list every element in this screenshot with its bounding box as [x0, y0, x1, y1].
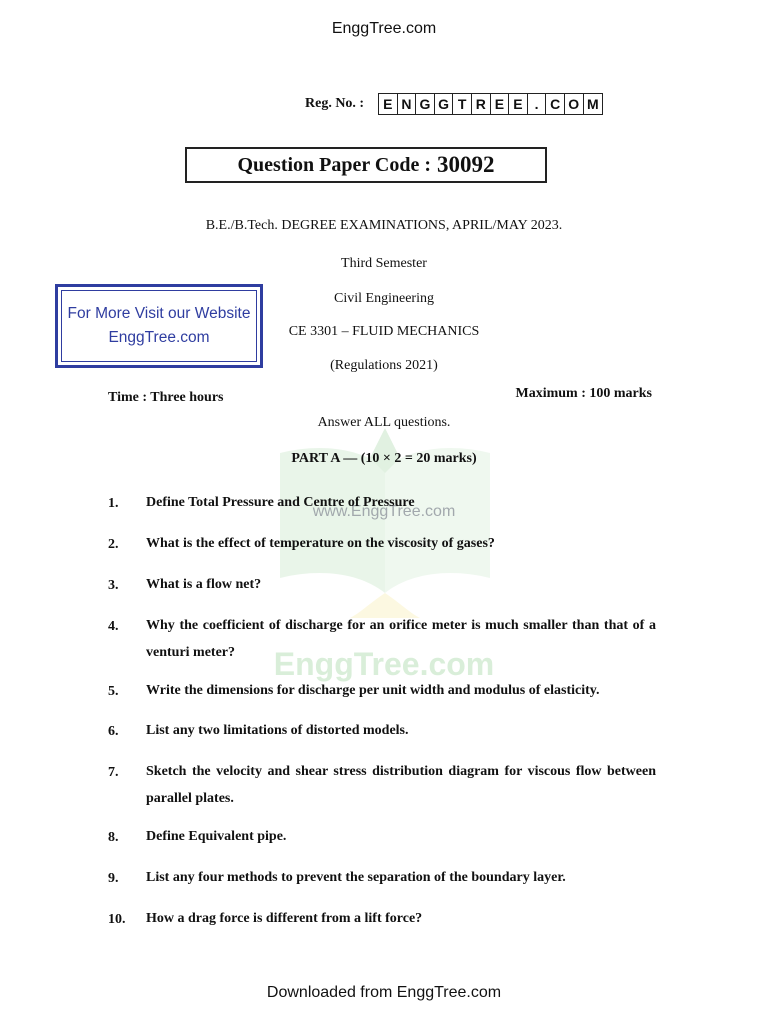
question-text: Define Total Pressure and Centre of Pressure	[146, 495, 415, 510]
reg-char: T	[453, 94, 472, 114]
reg-char: G	[435, 94, 454, 114]
question-number: 6.	[108, 724, 119, 739]
instruction: Answer ALL questions.	[317, 415, 451, 430]
paper-code-label: Question Paper Code :	[237, 153, 431, 176]
paper-code-value: 30092	[437, 152, 495, 177]
reg-char: C	[546, 94, 565, 114]
department: Civil Engineering	[334, 291, 434, 306]
question-text: How a drag force is different from a lift force?	[146, 911, 423, 926]
site-header: EnggTree.com	[331, 20, 437, 37]
reg-char: .	[528, 94, 547, 114]
semester: Third Semester	[341, 256, 427, 271]
question-number: 10.	[108, 912, 126, 927]
question-text: Sketch the velocity and shear stress distribution diagram for viscous flow between parallel plates.	[146, 764, 656, 806]
reg-char: E	[491, 94, 510, 114]
question-text: Define Equivalent pipe.	[146, 829, 287, 844]
reg-no-label: Reg. No. :	[305, 96, 365, 111]
question-text: What is the effect of temperature on the viscosity of gases?	[146, 536, 495, 551]
reg-char: E	[509, 94, 528, 114]
promo-link[interactable]: EnggTree.com	[108, 329, 210, 346]
question-number: 5.	[108, 684, 119, 699]
max-marks-label: Maximum : 100 marks	[515, 386, 652, 401]
promo-line-1: For More Visit our Website	[67, 305, 251, 322]
question-text: Write the dimensions for discharge per unit width and modulus of elasticity.	[146, 683, 600, 698]
question-text: Why the coefficient of discharge for an orifice meter is much smaller than that of a venturi meter?	[146, 618, 656, 660]
reg-char: R	[472, 94, 491, 114]
time-label: Time : Three hours	[108, 390, 224, 405]
question-number: 9.	[108, 871, 119, 886]
question-text: List any four methods to prevent the separation of the boundary layer.	[146, 870, 566, 885]
watermark-big-text: EnggTree.com	[273, 646, 495, 682]
question-number: 3.	[108, 578, 119, 593]
watermark-url: www.EnggTree.com	[312, 503, 456, 520]
question-number: 7.	[108, 765, 119, 780]
question-number: 4.	[108, 619, 119, 634]
question-number: 2.	[108, 537, 119, 552]
question-text: What is a flow net?	[146, 577, 262, 592]
regulations: (Regulations 2021)	[330, 358, 438, 373]
question-text: List any two limitations of distorted models.	[146, 723, 409, 738]
question-number: 8.	[108, 830, 119, 845]
course-title: CE 3301 – FLUID MECHANICS	[288, 324, 480, 339]
reg-char: E	[379, 94, 398, 114]
reg-char: O	[565, 94, 584, 114]
reg-char: G	[416, 94, 435, 114]
part-a-heading: PART A — (10 × 2 = 20 marks)	[291, 451, 477, 466]
degree-line: B.E./B.Tech. DEGREE EXAMINATIONS, APRIL/MAY 2023.	[205, 218, 563, 233]
question-number: 1.	[108, 496, 119, 511]
download-footer: Downloaded from EnggTree.com	[266, 984, 502, 1001]
reg-char: N	[398, 94, 417, 114]
reg-char: M	[586, 96, 599, 112]
